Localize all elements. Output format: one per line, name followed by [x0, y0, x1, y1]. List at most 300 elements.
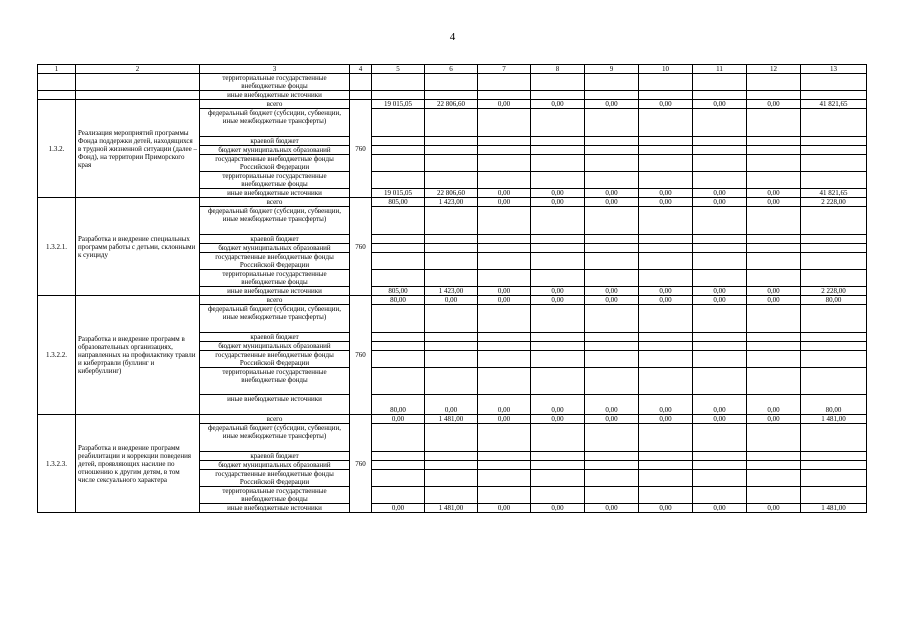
value-cell — [693, 470, 747, 487]
column-header: 1 — [38, 65, 76, 74]
value-cell — [693, 109, 747, 137]
value-cell: 0,00 — [478, 296, 531, 305]
value-cell: 0,00 — [585, 296, 639, 305]
value-cell — [693, 146, 747, 155]
funding-source-label: территориальные государственные внебюджетные фонды — [200, 270, 350, 287]
value-cell — [801, 270, 867, 287]
value-cell: 0,00 — [639, 504, 693, 513]
value-cell — [801, 342, 867, 351]
empty-cell — [76, 91, 200, 100]
value-cell — [531, 74, 585, 91]
value-cell — [585, 487, 639, 504]
value-cell — [801, 91, 867, 100]
value-cell — [801, 368, 867, 395]
value-cell: 0,00 — [693, 296, 747, 305]
program-title: Разработка и внедрение программ реабилитации и коррекции поведения детей, проявляющих насилие по отношению к другим детям, в том числе сексуального характера — [76, 415, 200, 513]
value-cell: 0,00 — [478, 504, 531, 513]
value-cell — [693, 235, 747, 244]
value-cell — [425, 109, 478, 137]
value-cell — [531, 470, 585, 487]
funding-source-label: территориальные государственные внебюджетные фонды — [200, 172, 350, 189]
value-cell — [747, 487, 801, 504]
value-cell — [372, 91, 425, 100]
value-cell — [693, 461, 747, 470]
value-cell — [639, 461, 693, 470]
value-cell — [425, 424, 478, 452]
value-cell — [639, 452, 693, 461]
value-cell: 0,00 — [585, 415, 639, 424]
value-cell — [747, 342, 801, 351]
value-cell: 0,00 — [372, 504, 425, 513]
value-cell — [747, 305, 801, 333]
funding-source-label: территориальные государственные внебюджетные фонды — [200, 74, 350, 91]
value-cell: 0,00 — [531, 415, 585, 424]
value-cell: 0,00 — [693, 287, 747, 296]
value-cell — [693, 452, 747, 461]
program-title: Реализация мероприятий программы Фонда поддержки детей, находящихся в трудной жизненной ситуации (далее – Фонд), на территории Приморского края — [76, 100, 200, 198]
value-cell: 41 821,65 — [801, 100, 867, 109]
value-cell — [425, 342, 478, 351]
funding-source-label: государственные внебюджетные фонды Российской Федерации — [200, 351, 350, 368]
value-cell: 22 806,60 — [425, 189, 478, 198]
value-cell — [372, 155, 425, 172]
value-cell — [372, 172, 425, 189]
value-cell: 0,00 — [585, 504, 639, 513]
value-cell — [585, 91, 639, 100]
funding-source-label: федеральный бюджет (субсидии, субвенции, иные межбюджетные трансферты) — [200, 424, 350, 452]
value-cell — [425, 270, 478, 287]
value-cell: 0,00 — [693, 504, 747, 513]
value-cell — [531, 461, 585, 470]
funding-source-label: государственные внебюджетные фонды Российской Федерации — [200, 470, 350, 487]
value-cell — [531, 207, 585, 235]
value-cell: 0,00 — [585, 189, 639, 198]
empty-cell — [76, 74, 200, 91]
funding-source-label: всего — [200, 296, 350, 305]
value-cell: 0,00 — [585, 100, 639, 109]
value-cell — [801, 155, 867, 172]
value-cell — [639, 487, 693, 504]
value-cell: 2 228,00 — [801, 198, 867, 207]
budget-row — [38, 198, 867, 207]
code-cell: 760 — [350, 198, 372, 296]
value-cell — [425, 91, 478, 100]
value-cell — [531, 137, 585, 146]
value-cell — [747, 235, 801, 244]
value-cell — [693, 368, 747, 395]
value-cell — [585, 470, 639, 487]
value-cell — [478, 207, 531, 235]
value-cell: 0,00 — [747, 198, 801, 207]
value-cell — [747, 351, 801, 368]
value-cell — [478, 452, 531, 461]
funding-source-label: иные внебюджетные источники — [200, 504, 350, 513]
value-cell — [372, 351, 425, 368]
value-cell — [585, 424, 639, 452]
value-cell — [478, 172, 531, 189]
value-cell — [372, 470, 425, 487]
page-number: 4 — [449, 31, 456, 43]
value-cell — [639, 351, 693, 368]
value-cell — [801, 109, 867, 137]
value-cell — [425, 146, 478, 155]
value-cell: 1 423,00 — [425, 287, 478, 296]
value-cell — [693, 270, 747, 287]
value-cell — [478, 470, 531, 487]
value-cell: 0,00 — [531, 100, 585, 109]
value-cell — [639, 155, 693, 172]
value-cell — [478, 137, 531, 146]
value-cell — [801, 351, 867, 368]
value-cell — [478, 91, 531, 100]
value-cell — [531, 424, 585, 452]
empty-cell — [350, 74, 372, 91]
value-cell — [747, 109, 801, 137]
value-cell: 0,00 — [531, 504, 585, 513]
value-cell — [639, 235, 693, 244]
value-cell — [693, 333, 747, 342]
value-cell — [585, 333, 639, 342]
funding-source-label: территориальные государственные внебюджетные фонды — [200, 487, 350, 504]
value-cell — [639, 172, 693, 189]
program-title: Разработка и внедрение программ в образовательных организациях, направленных на профилактику травли и кибертравли (буллинг и кибербуллинг) — [76, 296, 200, 415]
budget-row — [38, 415, 867, 424]
value-cell — [372, 244, 425, 253]
value-cell: 0,00 — [747, 100, 801, 109]
value-cell — [747, 461, 801, 470]
value-cell — [425, 368, 478, 395]
value-cell — [478, 461, 531, 470]
value-cell — [531, 452, 585, 461]
funding-source-label: всего — [200, 100, 350, 109]
value-cell: 0,00 — [639, 415, 693, 424]
value-cell — [425, 305, 478, 333]
item-number: 1.3.2.1. — [38, 198, 76, 296]
value-cell — [531, 91, 585, 100]
value-cell: 0,00 — [478, 100, 531, 109]
value-cell — [639, 253, 693, 270]
empty-cell — [350, 91, 372, 100]
column-header: 9 — [585, 65, 639, 74]
value-cell — [478, 424, 531, 452]
value-cell — [693, 172, 747, 189]
funding-source-label: федеральный бюджет (субсидии, субвенции, иные межбюджетные трансферты) — [200, 109, 350, 137]
column-header: 10 — [639, 65, 693, 74]
value-cell — [747, 91, 801, 100]
value-cell — [478, 487, 531, 504]
value-cell — [801, 207, 867, 235]
value-cell: 0,00 — [585, 198, 639, 207]
item-number: 1.3.2. — [38, 100, 76, 198]
value-cell — [585, 146, 639, 155]
value-cell — [801, 146, 867, 155]
value-cell: 80,00 — [801, 395, 867, 415]
value-cell — [531, 172, 585, 189]
value-cell — [585, 305, 639, 333]
value-cell — [585, 461, 639, 470]
value-cell — [478, 74, 531, 91]
funding-source-label: краевой бюджет — [200, 452, 350, 461]
value-cell — [639, 342, 693, 351]
value-cell — [693, 424, 747, 452]
value-cell — [747, 452, 801, 461]
value-cell — [747, 207, 801, 235]
value-cell: 22 806,60 — [425, 100, 478, 109]
value-cell — [531, 253, 585, 270]
value-cell — [801, 244, 867, 253]
value-cell — [585, 452, 639, 461]
value-cell: 0,00 — [639, 287, 693, 296]
value-cell — [478, 333, 531, 342]
value-cell — [425, 470, 478, 487]
value-cell — [478, 146, 531, 155]
value-cell — [425, 253, 478, 270]
value-cell — [693, 253, 747, 270]
value-cell — [531, 270, 585, 287]
value-cell — [639, 207, 693, 235]
funding-source-label: федеральный бюджет (субсидии, субвенции, иные межбюджетные трансферты) — [200, 305, 350, 333]
value-cell: 1 481,00 — [801, 415, 867, 424]
value-cell — [478, 253, 531, 270]
funding-source-label: территориальные государственные внебюджетные фонды — [200, 368, 350, 395]
funding-source-label: государственные внебюджетные фонды Российской Федерации — [200, 253, 350, 270]
value-cell — [801, 461, 867, 470]
value-cell — [372, 207, 425, 235]
column-header: 4 — [350, 65, 372, 74]
header-row — [38, 65, 867, 74]
value-cell: 0,00 — [531, 395, 585, 415]
value-cell — [747, 74, 801, 91]
funding-source-label: иные внебюджетные источники — [200, 189, 350, 198]
value-cell — [639, 244, 693, 253]
value-cell: 0,00 — [372, 415, 425, 424]
value-cell — [585, 137, 639, 146]
code-cell: 760 — [350, 296, 372, 415]
value-cell — [425, 172, 478, 189]
value-cell — [531, 244, 585, 253]
value-cell — [801, 253, 867, 270]
carry-over-row — [38, 91, 867, 100]
funding-source-label: иные внебюджетные источники — [200, 287, 350, 296]
value-cell — [425, 333, 478, 342]
value-cell — [693, 342, 747, 351]
value-cell — [747, 368, 801, 395]
value-cell — [372, 74, 425, 91]
value-cell — [801, 424, 867, 452]
value-cell — [639, 74, 693, 91]
value-cell — [478, 235, 531, 244]
funding-source-label: государственные внебюджетные фонды Российской Федерации — [200, 155, 350, 172]
item-number: 1.3.2.3. — [38, 415, 76, 513]
value-cell — [531, 155, 585, 172]
value-cell: 0,00 — [585, 287, 639, 296]
value-cell: 0,00 — [531, 189, 585, 198]
value-cell — [693, 91, 747, 100]
value-cell — [585, 172, 639, 189]
value-cell: 0,00 — [693, 198, 747, 207]
value-cell: 0,00 — [478, 287, 531, 296]
carry-over-row — [38, 74, 867, 91]
value-cell: 805,00 — [372, 287, 425, 296]
value-cell — [425, 207, 478, 235]
value-cell — [425, 461, 478, 470]
value-cell — [585, 270, 639, 287]
code-cell: 760 — [350, 415, 372, 513]
value-cell — [801, 137, 867, 146]
value-cell — [585, 155, 639, 172]
value-cell — [372, 342, 425, 351]
funding-source-label: федеральный бюджет (субсидии, субвенции, иные межбюджетные трансферты) — [200, 207, 350, 235]
value-cell — [372, 333, 425, 342]
value-cell: 80,00 — [372, 395, 425, 415]
value-cell — [747, 470, 801, 487]
empty-cell — [38, 74, 76, 91]
column-header: 12 — [747, 65, 801, 74]
value-cell — [693, 351, 747, 368]
value-cell: 0,00 — [478, 415, 531, 424]
value-cell — [747, 424, 801, 452]
value-cell: 1 481,00 — [425, 504, 478, 513]
value-cell: 0,00 — [747, 296, 801, 305]
value-cell — [372, 109, 425, 137]
value-cell — [478, 155, 531, 172]
value-cell — [585, 207, 639, 235]
value-cell — [747, 172, 801, 189]
value-cell: 19 015,05 — [372, 189, 425, 198]
value-cell — [801, 74, 867, 91]
value-cell: 0,00 — [531, 296, 585, 305]
value-cell: 0,00 — [478, 395, 531, 415]
value-cell — [639, 109, 693, 137]
value-cell — [585, 235, 639, 244]
value-cell: 1 481,00 — [801, 504, 867, 513]
value-cell — [639, 305, 693, 333]
value-cell — [425, 74, 478, 91]
value-cell: 80,00 — [372, 296, 425, 305]
value-cell: 1 481,00 — [425, 415, 478, 424]
value-cell: 0,00 — [747, 287, 801, 296]
value-cell — [747, 155, 801, 172]
value-cell — [478, 368, 531, 395]
funding-source-label: бюджет муниципальных образований — [200, 342, 350, 351]
funding-source-label: всего — [200, 198, 350, 207]
value-cell: 0,00 — [425, 296, 478, 305]
column-header: 8 — [531, 65, 585, 74]
value-cell: 2 228,00 — [801, 287, 867, 296]
value-cell — [425, 351, 478, 368]
value-cell — [639, 424, 693, 452]
budget-row — [38, 296, 867, 305]
value-cell: 41 821,65 — [801, 189, 867, 198]
value-cell: 0,00 — [639, 395, 693, 415]
funding-source-label: бюджет муниципальных образований — [200, 461, 350, 470]
value-cell — [801, 452, 867, 461]
column-header: 11 — [693, 65, 747, 74]
column-header: 3 — [200, 65, 350, 74]
value-cell — [478, 270, 531, 287]
funding-source-label: краевой бюджет — [200, 235, 350, 244]
value-cell — [478, 342, 531, 351]
value-cell — [425, 452, 478, 461]
value-cell: 0,00 — [747, 395, 801, 415]
value-cell — [425, 137, 478, 146]
budget-table — [37, 64, 867, 513]
value-cell: 0,00 — [478, 189, 531, 198]
value-cell: 0,00 — [639, 100, 693, 109]
value-cell: 0,00 — [693, 415, 747, 424]
value-cell — [801, 305, 867, 333]
value-cell — [372, 137, 425, 146]
funding-source-label: краевой бюджет — [200, 333, 350, 342]
value-cell — [372, 452, 425, 461]
value-cell: 0,00 — [693, 395, 747, 415]
funding-source-label: всего — [200, 415, 350, 424]
value-cell — [693, 74, 747, 91]
column-header: 5 — [372, 65, 425, 74]
item-number: 1.3.2.2. — [38, 296, 76, 415]
value-cell — [693, 244, 747, 253]
value-cell — [372, 253, 425, 270]
value-cell — [425, 244, 478, 253]
value-cell — [585, 74, 639, 91]
value-cell — [639, 270, 693, 287]
value-cell — [425, 487, 478, 504]
value-cell — [639, 333, 693, 342]
empty-cell — [38, 91, 76, 100]
code-cell: 760 — [350, 100, 372, 198]
funding-source-label: бюджет муниципальных образований — [200, 146, 350, 155]
value-cell: 1 423,00 — [425, 198, 478, 207]
value-cell: 0,00 — [693, 189, 747, 198]
value-cell — [372, 461, 425, 470]
value-cell: 0,00 — [693, 100, 747, 109]
value-cell — [639, 470, 693, 487]
budget-row — [38, 100, 867, 109]
value-cell — [372, 270, 425, 287]
value-cell — [531, 305, 585, 333]
value-cell: 0,00 — [639, 189, 693, 198]
value-cell — [531, 146, 585, 155]
value-cell — [639, 368, 693, 395]
value-cell — [478, 351, 531, 368]
value-cell: 0,00 — [747, 189, 801, 198]
value-cell: 80,00 — [801, 296, 867, 305]
value-cell — [372, 235, 425, 244]
value-cell — [693, 305, 747, 333]
value-cell — [585, 368, 639, 395]
value-cell — [693, 207, 747, 235]
value-cell — [747, 270, 801, 287]
value-cell — [478, 109, 531, 137]
value-cell — [639, 137, 693, 146]
value-cell — [585, 351, 639, 368]
value-cell: 0,00 — [478, 198, 531, 207]
program-title: Разработка и внедрение специальных программ работы с детьми, склонными к суициду — [76, 198, 200, 296]
value-cell — [747, 253, 801, 270]
funding-source-label: иные внебюджетные источники — [200, 91, 350, 100]
funding-source-label: иные внебюджетные источники — [200, 395, 350, 415]
value-cell — [801, 333, 867, 342]
value-cell — [531, 487, 585, 504]
value-cell: 0,00 — [747, 504, 801, 513]
value-cell — [693, 487, 747, 504]
value-cell — [531, 368, 585, 395]
value-cell — [372, 305, 425, 333]
column-header: 2 — [76, 65, 200, 74]
value-cell: 0,00 — [585, 395, 639, 415]
funding-source-label: краевой бюджет — [200, 137, 350, 146]
value-cell — [747, 244, 801, 253]
